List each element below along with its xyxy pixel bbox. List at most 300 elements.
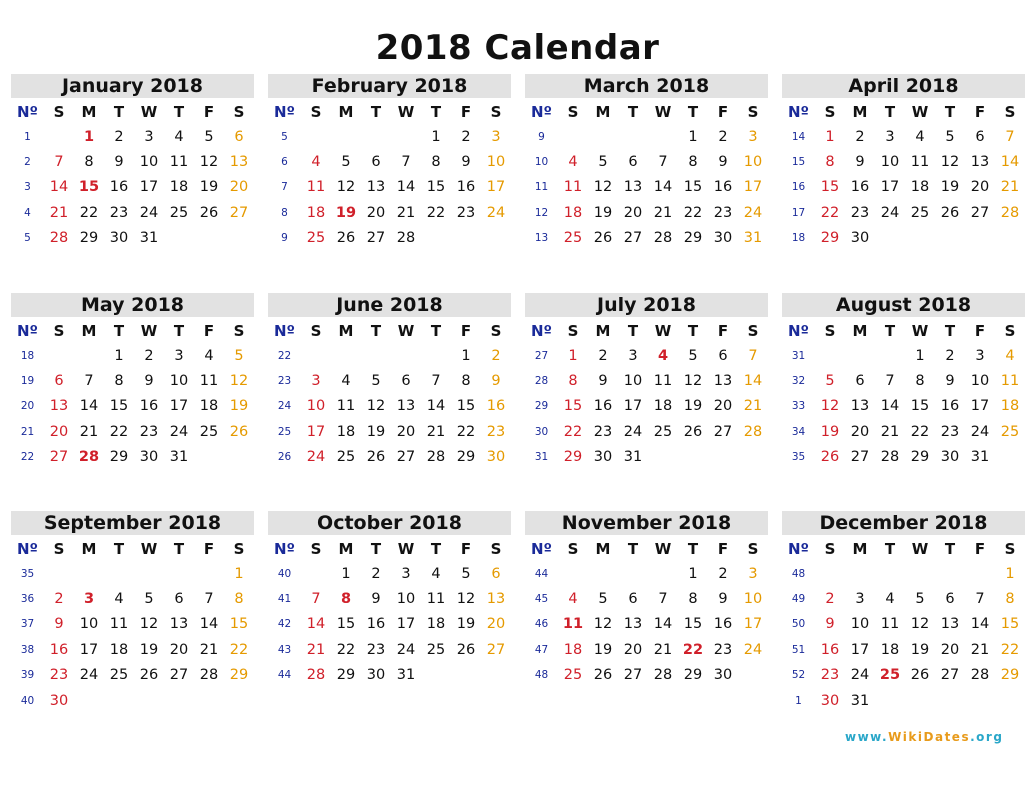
day-cell[interactable]: 24 [743, 641, 763, 658]
day-cell[interactable]: 19 [910, 641, 930, 658]
day-cell[interactable]: 26 [366, 449, 386, 466]
day-cell[interactable]: 8 [234, 591, 244, 608]
day-cell[interactable]: 8 [568, 373, 578, 390]
day-cell[interactable]: 15 [1000, 616, 1020, 633]
day-cell[interactable]: 5 [598, 154, 608, 171]
day-cell[interactable]: 21 [49, 204, 69, 221]
day-cell[interactable]: 12 [683, 373, 703, 390]
day-cell[interactable]: 28 [880, 449, 900, 466]
day-cell[interactable]: 27 [850, 449, 870, 466]
day-cell[interactable]: 22 [910, 423, 930, 440]
day-cell[interactable]: 23 [820, 667, 840, 684]
day-cell[interactable]: 17 [396, 616, 416, 633]
day-cell[interactable]: 4 [657, 347, 669, 364]
day-cell[interactable]: 27 [366, 230, 386, 247]
day-cell[interactable]: 20 [49, 423, 69, 440]
day-cell[interactable]: 9 [718, 154, 728, 171]
day-cell[interactable]: 5 [688, 347, 698, 364]
day-cell[interactable]: 7 [401, 154, 411, 171]
day-cell[interactable]: 26 [229, 423, 249, 440]
day-cell[interactable]: 20 [169, 641, 189, 658]
day-cell[interactable]: 19 [456, 616, 476, 633]
day-cell[interactable]: 14 [1000, 154, 1020, 171]
day-cell[interactable]: 22 [1000, 641, 1020, 658]
day-cell[interactable]: 26 [593, 667, 613, 684]
day-cell[interactable]: 25 [199, 423, 219, 440]
day-cell[interactable]: 18 [653, 398, 673, 415]
day-cell[interactable]: 25 [653, 423, 673, 440]
day-cell[interactable]: 16 [49, 641, 69, 658]
day-cell[interactable]: 21 [306, 641, 326, 658]
day-cell[interactable]: 14 [49, 179, 69, 196]
day-cell[interactable]: 9 [461, 154, 471, 171]
day-cell[interactable]: 30 [820, 692, 840, 709]
day-cell[interactable]: 6 [855, 373, 865, 390]
day-cell[interactable]: 16 [366, 616, 386, 633]
day-cell[interactable]: 23 [486, 423, 506, 440]
day-cell[interactable]: 30 [49, 692, 69, 709]
day-cell[interactable]: 21 [653, 204, 673, 221]
day-cell[interactable]: 2 [825, 591, 835, 608]
day-cell[interactable]: 24 [623, 423, 643, 440]
day-cell[interactable]: 31 [743, 230, 763, 247]
day-cell[interactable]: 18 [336, 423, 356, 440]
day-cell[interactable]: 25 [109, 667, 129, 684]
day-cell[interactable]: 24 [169, 423, 189, 440]
day-cell[interactable]: 17 [850, 641, 870, 658]
day-cell[interactable]: 15 [456, 398, 476, 415]
day-cell[interactable]: 8 [431, 154, 441, 171]
day-cell[interactable]: 12 [593, 616, 613, 633]
day-cell[interactable]: 11 [306, 179, 326, 196]
day-cell[interactable]: 9 [855, 154, 865, 171]
day-cell[interactable]: 8 [688, 154, 698, 171]
day-cell[interactable]: 22 [682, 641, 704, 658]
day-cell[interactable]: 22 [820, 204, 840, 221]
day-cell[interactable]: 27 [169, 667, 189, 684]
day-cell[interactable]: 23 [713, 204, 733, 221]
day-cell[interactable]: 17 [306, 423, 326, 440]
day-cell[interactable]: 10 [396, 591, 416, 608]
day-cell[interactable]: 24 [486, 204, 506, 221]
day-cell[interactable]: 13 [486, 591, 506, 608]
day-cell[interactable]: 28 [743, 423, 763, 440]
day-cell[interactable]: 18 [109, 641, 129, 658]
day-cell[interactable]: 11 [426, 591, 446, 608]
day-cell[interactable]: 26 [336, 230, 356, 247]
day-cell[interactable]: 15 [683, 616, 703, 633]
day-cell[interactable]: 23 [139, 423, 159, 440]
day-cell[interactable]: 18 [199, 398, 219, 415]
day-cell[interactable]: 2 [144, 347, 154, 364]
day-cell[interactable]: 19 [683, 398, 703, 415]
day-cell[interactable]: 13 [970, 154, 990, 171]
day-cell[interactable]: 15 [109, 398, 129, 415]
day-cell[interactable]: 1 [431, 128, 441, 145]
day-cell[interactable]: 23 [593, 423, 613, 440]
day-cell[interactable]: 9 [491, 373, 501, 390]
day-cell[interactable]: 1 [341, 565, 351, 582]
day-cell[interactable]: 13 [229, 154, 249, 171]
day-cell[interactable]: 4 [341, 373, 351, 390]
day-cell[interactable]: 7 [885, 373, 895, 390]
day-cell[interactable]: 13 [850, 398, 870, 415]
day-cell[interactable]: 31 [850, 692, 870, 709]
day-cell[interactable]: 10 [139, 154, 159, 171]
day-cell[interactable]: 4 [204, 347, 214, 364]
day-cell[interactable]: 22 [456, 423, 476, 440]
day-cell[interactable]: 19 [940, 179, 960, 196]
day-cell[interactable]: 13 [169, 616, 189, 633]
day-cell[interactable]: 8 [461, 373, 471, 390]
day-cell[interactable]: 29 [683, 667, 703, 684]
day-cell[interactable]: 4 [885, 591, 895, 608]
day-cell[interactable]: 7 [748, 347, 758, 364]
day-cell[interactable]: 4 [568, 154, 578, 171]
day-cell[interactable]: 28 [653, 230, 673, 247]
day-cell[interactable]: 9 [718, 591, 728, 608]
day-cell[interactable]: 13 [623, 616, 643, 633]
day-cell[interactable]: 6 [491, 565, 501, 582]
day-cell[interactable]: 23 [850, 204, 870, 221]
day-cell[interactable]: 18 [306, 204, 326, 221]
day-cell[interactable]: 30 [366, 667, 386, 684]
day-cell[interactable]: 20 [396, 423, 416, 440]
day-cell[interactable]: 6 [945, 591, 955, 608]
day-cell[interactable]: 16 [139, 398, 159, 415]
day-cell[interactable]: 4 [568, 591, 578, 608]
day-cell[interactable]: 20 [970, 179, 990, 196]
day-cell[interactable]: 3 [491, 128, 501, 145]
day-cell[interactable]: 29 [563, 449, 583, 466]
day-cell[interactable]: 26 [199, 204, 219, 221]
day-cell[interactable]: 17 [880, 179, 900, 196]
day-cell[interactable]: 6 [628, 154, 638, 171]
day-cell[interactable]: 3 [83, 591, 95, 608]
day-cell[interactable]: 19 [593, 204, 613, 221]
day-cell[interactable]: 17 [743, 616, 763, 633]
day-cell[interactable]: 16 [940, 398, 960, 415]
day-cell[interactable]: 9 [114, 154, 124, 171]
day-cell[interactable]: 13 [366, 179, 386, 196]
day-cell[interactable]: 16 [486, 398, 506, 415]
day-cell[interactable]: 17 [623, 398, 643, 415]
day-cell[interactable]: 30 [713, 230, 733, 247]
day-cell[interactable]: 6 [401, 373, 411, 390]
day-cell[interactable]: 23 [366, 641, 386, 658]
day-cell[interactable]: 29 [79, 230, 99, 247]
day-cell[interactable]: 5 [204, 128, 214, 145]
day-cell[interactable]: 15 [820, 179, 840, 196]
day-cell[interactable]: 25 [879, 667, 901, 684]
day-cell[interactable]: 7 [658, 154, 668, 171]
day-cell[interactable]: 17 [139, 179, 159, 196]
day-cell[interactable]: 10 [880, 154, 900, 171]
day-cell[interactable]: 10 [743, 591, 763, 608]
day-cell[interactable]: 31 [396, 667, 416, 684]
day-cell[interactable]: 27 [396, 449, 416, 466]
day-cell[interactable]: 17 [79, 641, 99, 658]
day-cell[interactable]: 29 [229, 667, 249, 684]
day-cell[interactable]: 14 [653, 179, 673, 196]
day-cell[interactable]: 24 [970, 423, 990, 440]
day-cell[interactable]: 12 [820, 398, 840, 415]
day-cell[interactable]: 4 [174, 128, 184, 145]
day-cell[interactable]: 2 [371, 565, 381, 582]
day-cell[interactable]: 2 [461, 128, 471, 145]
day-cell[interactable]: 6 [371, 154, 381, 171]
day-cell[interactable]: 5 [945, 128, 955, 145]
day-cell[interactable]: 20 [713, 398, 733, 415]
day-cell[interactable]: 5 [341, 154, 351, 171]
day-cell[interactable]: 29 [109, 449, 129, 466]
day-cell[interactable]: 12 [199, 154, 219, 171]
day-cell[interactable]: 9 [144, 373, 154, 390]
day-cell[interactable]: 30 [593, 449, 613, 466]
day-cell[interactable]: 28 [396, 230, 416, 247]
day-cell[interactable]: 2 [491, 347, 501, 364]
day-cell[interactable]: 14 [743, 373, 763, 390]
day-cell[interactable]: 22 [109, 423, 129, 440]
day-cell[interactable]: 1 [825, 128, 835, 145]
day-cell[interactable]: 7 [204, 591, 214, 608]
day-cell[interactable]: 3 [748, 565, 758, 582]
day-cell[interactable]: 14 [199, 616, 219, 633]
day-cell[interactable]: 5 [915, 591, 925, 608]
day-cell[interactable]: 3 [975, 347, 985, 364]
day-cell[interactable]: 22 [426, 204, 446, 221]
footer-brand[interactable] [845, 730, 1003, 744]
day-cell[interactable]: 17 [486, 179, 506, 196]
day-cell[interactable]: 10 [743, 154, 763, 171]
day-cell[interactable]: 2 [54, 591, 64, 608]
day-cell[interactable]: 12 [336, 179, 356, 196]
day-cell[interactable]: 10 [79, 616, 99, 633]
day-cell[interactable]: 6 [975, 128, 985, 145]
day-cell[interactable]: 10 [850, 616, 870, 633]
day-cell[interactable]: 31 [970, 449, 990, 466]
day-cell[interactable]: 16 [713, 616, 733, 633]
day-cell[interactable]: 14 [79, 398, 99, 415]
day-cell[interactable]: 25 [336, 449, 356, 466]
day-cell[interactable]: 18 [563, 204, 583, 221]
day-cell[interactable]: 26 [940, 204, 960, 221]
day-cell[interactable]: 21 [970, 641, 990, 658]
day-cell[interactable]: 15 [426, 179, 446, 196]
day-cell[interactable]: 24 [79, 667, 99, 684]
day-cell[interactable]: 21 [880, 423, 900, 440]
day-cell[interactable]: 11 [562, 616, 584, 633]
day-cell[interactable]: 3 [748, 128, 758, 145]
day-cell[interactable]: 11 [109, 616, 129, 633]
day-cell[interactable]: 27 [623, 667, 643, 684]
day-cell[interactable]: 13 [49, 398, 69, 415]
day-cell[interactable]: 5 [825, 373, 835, 390]
day-cell[interactable]: 14 [970, 616, 990, 633]
day-cell[interactable]: 12 [593, 179, 613, 196]
day-cell[interactable]: 19 [820, 423, 840, 440]
day-cell[interactable]: 5 [461, 565, 471, 582]
day-cell[interactable]: 9 [598, 373, 608, 390]
day-cell[interactable]: 29 [336, 667, 356, 684]
day-cell[interactable]: 24 [880, 204, 900, 221]
day-cell[interactable]: 5 [144, 591, 154, 608]
day-cell[interactable]: 19 [593, 641, 613, 658]
day-cell[interactable]: 1 [915, 347, 925, 364]
day-cell[interactable]: 18 [1000, 398, 1020, 415]
day-cell[interactable]: 3 [885, 128, 895, 145]
day-cell[interactable]: 8 [825, 154, 835, 171]
day-cell[interactable]: 8 [1005, 591, 1015, 608]
day-cell[interactable]: 9 [371, 591, 381, 608]
day-cell[interactable]: 27 [486, 641, 506, 658]
day-cell[interactable]: 1 [461, 347, 471, 364]
day-cell[interactable]: 13 [940, 616, 960, 633]
day-cell[interactable]: 27 [940, 667, 960, 684]
day-cell[interactable]: 15 [78, 179, 100, 196]
day-cell[interactable]: 2 [855, 128, 865, 145]
day-cell[interactable]: 1 [568, 347, 578, 364]
day-cell[interactable]: 9 [54, 616, 64, 633]
day-cell[interactable]: 31 [169, 449, 189, 466]
day-cell[interactable]: 19 [139, 641, 159, 658]
day-cell[interactable]: 6 [718, 347, 728, 364]
day-cell[interactable]: 13 [713, 373, 733, 390]
day-cell[interactable]: 25 [426, 641, 446, 658]
day-cell[interactable]: 15 [683, 179, 703, 196]
day-cell[interactable]: 30 [940, 449, 960, 466]
day-cell[interactable]: 19 [366, 423, 386, 440]
day-cell[interactable]: 9 [825, 616, 835, 633]
day-cell[interactable]: 11 [336, 398, 356, 415]
day-cell[interactable]: 27 [970, 204, 990, 221]
day-cell[interactable]: 26 [593, 230, 613, 247]
day-cell[interactable]: 17 [169, 398, 189, 415]
day-cell[interactable]: 20 [623, 641, 643, 658]
day-cell[interactable]: 16 [456, 179, 476, 196]
day-cell[interactable]: 28 [970, 667, 990, 684]
day-cell[interactable]: 21 [426, 423, 446, 440]
day-cell[interactable]: 3 [174, 347, 184, 364]
day-cell[interactable]: 30 [109, 230, 129, 247]
day-cell[interactable]: 28 [1000, 204, 1020, 221]
day-cell[interactable]: 20 [623, 204, 643, 221]
day-cell[interactable]: 12 [910, 616, 930, 633]
day-cell[interactable]: 9 [945, 373, 955, 390]
day-cell[interactable]: 28 [306, 667, 326, 684]
day-cell[interactable]: 24 [306, 449, 326, 466]
day-cell[interactable]: 2 [945, 347, 955, 364]
day-cell[interactable]: 27 [713, 423, 733, 440]
day-cell[interactable]: 4 [915, 128, 925, 145]
day-cell[interactable]: 25 [1000, 423, 1020, 440]
day-cell[interactable]: 18 [169, 179, 189, 196]
day-cell[interactable]: 7 [1005, 128, 1015, 145]
day-cell[interactable]: 16 [713, 179, 733, 196]
day-cell[interactable]: 2 [718, 128, 728, 145]
day-cell[interactable]: 25 [169, 204, 189, 221]
day-cell[interactable]: 22 [79, 204, 99, 221]
day-cell[interactable]: 27 [49, 449, 69, 466]
day-cell[interactable]: 4 [1005, 347, 1015, 364]
day-cell[interactable]: 10 [169, 373, 189, 390]
day-cell[interactable]: 25 [306, 230, 326, 247]
day-cell[interactable]: 28 [199, 667, 219, 684]
day-cell[interactable]: 28 [426, 449, 446, 466]
day-cell[interactable]: 14 [396, 179, 416, 196]
day-cell[interactable]: 13 [396, 398, 416, 415]
day-cell[interactable]: 11 [169, 154, 189, 171]
day-cell[interactable]: 24 [396, 641, 416, 658]
day-cell[interactable]: 11 [910, 154, 930, 171]
day-cell[interactable]: 5 [371, 373, 381, 390]
day-cell[interactable]: 10 [306, 398, 326, 415]
day-cell[interactable]: 3 [144, 128, 154, 145]
day-cell[interactable]: 20 [850, 423, 870, 440]
day-cell[interactable]: 28 [653, 667, 673, 684]
day-cell[interactable]: 23 [713, 641, 733, 658]
day-cell[interactable]: 26 [683, 423, 703, 440]
day-cell[interactable]: 18 [563, 641, 583, 658]
day-cell[interactable]: 6 [234, 128, 244, 145]
day-cell[interactable]: 7 [84, 373, 94, 390]
day-cell[interactable]: 23 [49, 667, 69, 684]
day-cell[interactable]: 6 [174, 591, 184, 608]
day-cell[interactable]: 24 [743, 204, 763, 221]
day-cell[interactable]: 20 [940, 641, 960, 658]
day-cell[interactable]: 20 [366, 204, 386, 221]
day-cell[interactable]: 19 [199, 179, 219, 196]
day-cell[interactable]: 8 [915, 373, 925, 390]
day-cell[interactable]: 5 [234, 347, 244, 364]
day-cell[interactable]: 2 [718, 565, 728, 582]
day-cell[interactable]: 21 [396, 204, 416, 221]
day-cell[interactable]: 7 [311, 591, 321, 608]
day-cell[interactable]: 26 [820, 449, 840, 466]
day-cell[interactable]: 11 [653, 373, 673, 390]
day-cell[interactable]: 16 [820, 641, 840, 658]
day-cell[interactable]: 14 [306, 616, 326, 633]
day-cell[interactable]: 1 [83, 128, 95, 145]
day-cell[interactable]: 4 [114, 591, 124, 608]
day-cell[interactable]: 4 [311, 154, 321, 171]
day-cell[interactable]: 22 [336, 641, 356, 658]
day-cell[interactable]: 21 [743, 398, 763, 415]
day-cell[interactable]: 22 [683, 204, 703, 221]
day-cell[interactable]: 16 [593, 398, 613, 415]
day-cell[interactable]: 30 [850, 230, 870, 247]
day-cell[interactable]: 17 [970, 398, 990, 415]
day-cell[interactable]: 12 [229, 373, 249, 390]
day-cell[interactable]: 20 [486, 616, 506, 633]
day-cell[interactable]: 15 [229, 616, 249, 633]
day-cell[interactable]: 18 [910, 179, 930, 196]
day-cell[interactable]: 24 [850, 667, 870, 684]
day-cell[interactable]: 22 [229, 641, 249, 658]
day-cell[interactable]: 15 [336, 616, 356, 633]
day-cell[interactable]: 29 [456, 449, 476, 466]
day-cell[interactable]: 21 [1000, 179, 1020, 196]
day-cell[interactable]: 19 [335, 204, 357, 221]
day-cell[interactable]: 1 [688, 565, 698, 582]
day-cell[interactable]: 29 [683, 230, 703, 247]
day-cell[interactable]: 4 [431, 565, 441, 582]
day-cell[interactable]: 25 [563, 667, 583, 684]
day-cell[interactable]: 14 [426, 398, 446, 415]
day-cell[interactable]: 2 [114, 128, 124, 145]
day-cell[interactable]: 8 [688, 591, 698, 608]
day-cell[interactable]: 10 [623, 373, 643, 390]
